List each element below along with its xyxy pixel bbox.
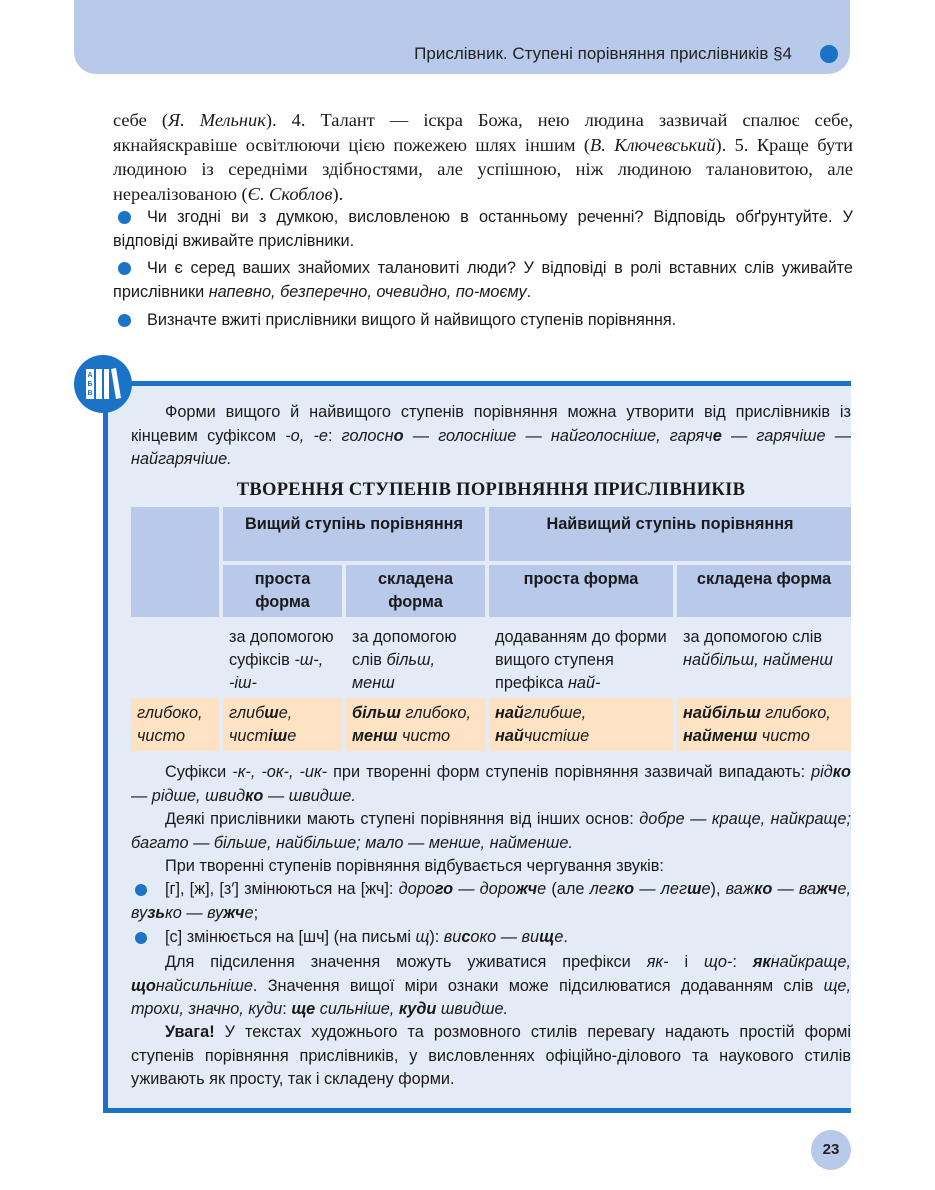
text-italic: більш, менш (352, 651, 435, 692)
text-italic: щ (415, 928, 430, 946)
text: е, чист (229, 704, 293, 745)
rule-alternation (131, 855, 851, 879)
text: У текстах художнього та розмовного стилів перевагу надають простій формі ступенів порівняння прислівників, у висловленнях офіційно-ділового та наукового стилів уживають як просту, так і складену форми. (131, 1023, 851, 1088)
text-bold: іш (268, 727, 288, 745)
text-italic: — рідше, швид (131, 786, 246, 805)
text: . (563, 928, 568, 946)
text-bold: ко (832, 763, 851, 781)
intro-paragraph (131, 401, 851, 472)
question-3 (113, 309, 853, 333)
text-bold: жч (816, 880, 838, 898)
text-italic: найкраще, (770, 953, 851, 971)
table-example-cell (677, 698, 851, 751)
text: себе ( (113, 110, 169, 130)
table-cell (677, 622, 851, 692)
text: за допомогою слів (352, 628, 457, 669)
text: При творенні ступенів порівняння відбувається чергування звуків: (165, 857, 664, 875)
question-2 (113, 257, 853, 304)
text: глибоко, (400, 704, 471, 722)
text-bold: ко (754, 880, 773, 898)
text-italic: най- (567, 674, 601, 692)
header-title: Прислівник. Ступені порівняння прислівників §4 (414, 44, 792, 63)
text: глибоко, (760, 704, 831, 722)
rule-prefixes (131, 951, 851, 1022)
text-italic: -к-, -ок-, -ик- (232, 763, 328, 781)
text: ). 5. Краще бути людиною із середніми здібностями, але успішною, ніж людиною талановитою, але нереалізованою ( (113, 134, 853, 204)
text: : (327, 426, 342, 445)
text-bold: ще (291, 1000, 316, 1018)
text: чистіше (523, 727, 590, 745)
text: Суфікси (165, 763, 233, 781)
svg-text:А: А (87, 372, 93, 379)
text: глиб (229, 704, 265, 722)
text: за допомогою слів (683, 628, 822, 646)
text-bold: що (131, 976, 156, 995)
text-italic: -о, -е (285, 426, 328, 445)
rule-attention (131, 1021, 851, 1092)
text: Для підсилення значення можуть уживатися префікси (165, 953, 647, 971)
table-example-cell (346, 698, 485, 751)
text-italic: е (537, 880, 547, 898)
text-italic: — лег (634, 880, 687, 898)
text: ; (253, 903, 259, 922)
text-bold: зь (147, 903, 166, 922)
text-italic: лег (589, 880, 616, 898)
rule-other-stems (131, 808, 851, 855)
text-italic: е (701, 880, 711, 898)
text-bold: більш (352, 704, 401, 722)
text-italic: швидше. (436, 1000, 509, 1018)
rule-suffixes (131, 761, 851, 808)
text-italic: рід (811, 763, 833, 781)
text-italic: доро (398, 880, 435, 898)
text: . Значення вищої міри ознаки може підсилюватися додаванням слів (252, 976, 824, 995)
text-bold: ш (686, 880, 702, 898)
text-italic: око — ви (470, 928, 540, 946)
text-bold: менш (352, 727, 398, 745)
text-italic: е (554, 928, 564, 946)
table-subheader: складена форма (677, 565, 851, 617)
text-italic: як- (646, 953, 669, 971)
rule-bullet-2 (131, 926, 851, 950)
text-bold: Увага! (165, 1023, 215, 1041)
text-bold: жч (223, 903, 245, 922)
text-italic: найбільш, найменш (683, 651, 833, 669)
text: при творенні форм ступенів порівняння зазвичай випадають: (327, 763, 812, 781)
table-header-higher: Вищий ступінь порівняння (223, 507, 485, 561)
table-example-cell (223, 698, 342, 751)
theory-badge-icon (74, 355, 132, 413)
text: Чи згодні ви з думкою, висловленою в останньому реченні? Відповідь обґрунтуйте. У відповіді вживайте прислівники. (113, 208, 853, 250)
text-italic: голосн (341, 426, 394, 445)
author: Є. Скоблов (247, 183, 333, 204)
table-example-cell (489, 698, 673, 751)
text-bold: с (461, 928, 471, 946)
svg-text:Б: Б (87, 381, 93, 388)
text: (але (546, 880, 590, 898)
text-bold: жч (515, 880, 538, 898)
text-bold: го (434, 880, 454, 898)
text-italic: — голосніше — найголосніше, гаряч (403, 426, 713, 445)
text: : (282, 1000, 292, 1018)
text-italic: сильніше, (315, 1000, 399, 1018)
text-italic: найсильніше (155, 976, 253, 995)
question-1 (113, 206, 853, 253)
text-bold: найбільш (683, 704, 761, 722)
text-bold: е (712, 426, 722, 445)
text: додаванням до форми вищого ступеня префікса (495, 628, 667, 692)
author: В. Ключевський (590, 134, 716, 155)
text-bold: куди (398, 1000, 437, 1018)
quote-paragraph (113, 108, 853, 206)
text-italic: — доро (453, 880, 516, 898)
text: Визначте вжиті прислівники вищого й найвищого ступенів порівняння. (147, 311, 677, 329)
text-bold: ш (264, 704, 279, 722)
text-italic: е, ву (131, 880, 851, 922)
text-italic: — гарячіше — найгарячіше. (131, 426, 851, 468)
text: Форми вищого й найвищого ступенів порівняння можна утворити від прислівників із кінцевим суфіксом (131, 403, 851, 445)
page-number: 23 (811, 1130, 851, 1170)
text-italic: ви (443, 928, 462, 946)
text-bold: най (495, 704, 524, 722)
text-italic: — ва (772, 880, 817, 898)
svg-text:В: В (87, 390, 93, 397)
table-corner-cell (131, 507, 219, 617)
text-italic: е (244, 903, 254, 922)
text-bold: ко (615, 880, 635, 898)
divider (103, 381, 851, 386)
table-cell (489, 622, 673, 692)
text: е (287, 727, 297, 745)
table-title: ТВОРЕННЯ СТУПЕНІВ ПОРІВНЯННЯ ПРИСЛІВНИКІВ (236, 480, 746, 500)
table-cell (223, 622, 342, 692)
text-italic: важ (725, 880, 755, 898)
text: . (526, 282, 532, 301)
table-subheader: проста форма (223, 565, 342, 617)
text-italic: ко — ву (165, 903, 224, 922)
table-example-cell: глибоко, чисто (131, 698, 219, 751)
text-italic: — швидше. (263, 786, 356, 805)
text: чисто (757, 727, 810, 745)
text-bold: ко (245, 786, 264, 805)
text-italic: напевно, безперечно, очевидно, по-моєму (208, 282, 527, 301)
running-header (74, 0, 850, 74)
text-italic: -ш-, -іш- (229, 651, 324, 692)
divider (103, 1108, 851, 1113)
text: [с] змінюється на [шч] (на письмі (165, 928, 416, 946)
text: Чи є серед ваших знайомих талановиті люди? У відповіді в ролі вставних слів уживайте прислівники (113, 259, 853, 301)
header-bullet-icon (820, 45, 838, 63)
divider (103, 381, 108, 1112)
text: глибше, (523, 704, 587, 722)
text: [г], [ж], [з′] змінюються на [жч]: (165, 880, 399, 898)
text: ), (710, 880, 726, 898)
text-italic: що- (704, 953, 733, 971)
table-subheader: складена форма (346, 565, 485, 617)
text-italic: ще, трохи, значно, куди (131, 976, 851, 1018)
table-cell (346, 622, 485, 692)
text: Деякі прислівники мають ступені порівняння від інших основ: (165, 810, 640, 828)
text: і (668, 953, 705, 971)
text-bold: як (752, 953, 771, 971)
table-header-highest: Найвищий ступінь порівняння (489, 507, 851, 561)
text: за допомогою суфіксів (229, 628, 334, 669)
text-italic: добре — краще, найкраще; багато — більше, найбільше; мало — менше, найменше. (131, 810, 851, 852)
text-bold: най (495, 727, 524, 745)
table-subheader: проста форма (489, 565, 673, 617)
text: ). (332, 183, 344, 204)
text: ). 4. Талант — іскра Божа, нею людина зазвичай спалює себе, якнайяскравіше освітлюючи цією пожежею шлях іншим ( (113, 110, 853, 155)
text: ): (429, 928, 444, 946)
author: Я. Мельник (168, 110, 266, 130)
text: чисто (397, 727, 451, 745)
text-bold: найменш (683, 727, 758, 745)
text-bold: щ (539, 928, 555, 946)
text: : (732, 953, 753, 971)
rule-bullet-1 (131, 878, 851, 925)
text-bold: о (393, 426, 404, 445)
